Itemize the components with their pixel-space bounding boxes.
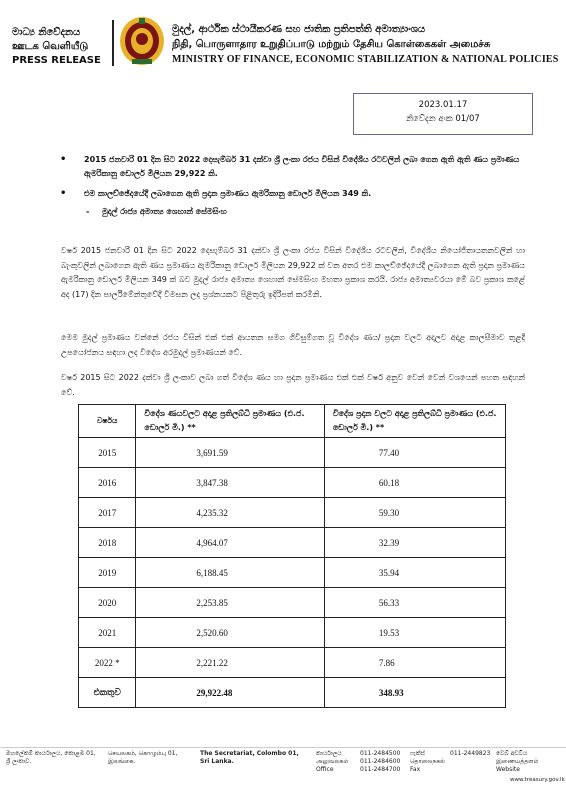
table-row <box>79 438 506 468</box>
body-paragraph: මෙම මුදල් ප්‍රමාණය වන්නේ රජය විසින් එක් එක් ආයතන සමග ගිවිසුම්ගත වූ විදේශ ණය/ ප්‍රදාන වලට අදාලව අදාළ කාලසීමාව තුළදී උපයෝජනය සඳහා ලද විදේශ අරමුදල් ප්‍රමාණයන් වේ. <box>61 333 525 357</box>
ministry-name-ta: நிதி, பொருளாதார உறுதிப்பாடு மற்றும் தேசிய கொள்கைகள் அமைச்சு <box>172 39 491 50</box>
bullet-item <box>60 153 524 181</box>
attribution-text: මුදල් රාජ්‍ය අමාත්‍ය ශෙහාන් සේමසිංහ <box>102 207 227 216</box>
footer-text: தொலைநகல் <box>410 758 446 765</box>
table-header-row <box>79 405 506 438</box>
footer-address-si <box>6 750 101 766</box>
footer-text: කාර්යාලය <box>316 750 342 757</box>
press-release-en: PRESS RELEASE <box>12 55 101 66</box>
loans-grants-table <box>78 404 506 708</box>
footer-text: இலங்கை. <box>108 758 136 765</box>
year-cell: 2016 <box>79 468 136 498</box>
footer-text: செயலகம், கொழும்பு 01, <box>108 750 178 757</box>
table-row <box>79 618 506 648</box>
grant-cell: 59.30 <box>324 498 505 528</box>
footer-text: The Secretariat, Colombo 01, <box>200 750 299 757</box>
year-cell: 2017 <box>79 498 136 528</box>
footer-website-label <box>496 750 539 774</box>
bullet-text: 2015 ජනවාරි 01 දින සිට 2022 දෙසැම්බර් 31 දක්වා ශ්‍රී ලංකා රජය විසින් විදේශීය රටවලින් ලබා ගෙන ඇති ඇති ණය ප්‍රමාණය ඇමරිකානු ඩොලර් මිලියන 29,922 කි. <box>84 155 520 178</box>
year-cell: 2019 <box>79 558 136 588</box>
table-row <box>79 588 506 618</box>
grant-cell: 77.40 <box>324 438 505 468</box>
year-cell: 2021 <box>79 618 136 648</box>
dash-icon: - <box>86 207 90 216</box>
footer-fax-number <box>450 750 494 758</box>
table-row <box>79 648 506 678</box>
loan-cell: 2,221.22 <box>136 648 324 678</box>
footer-text: Fax <box>410 766 421 773</box>
website-link[interactable]: www.treasury.gov.lk <box>510 777 565 783</box>
total-loan-cell: 29,922.48 <box>136 678 324 708</box>
total-grant-cell: 348.93 <box>324 678 505 708</box>
table-row <box>79 558 506 588</box>
footer-text: ශ්‍රී ලංකාව. <box>6 758 32 765</box>
grant-cell: 7.86 <box>324 648 505 678</box>
footer-text: Website <box>496 766 520 773</box>
loan-cell: 6,188.45 <box>136 558 324 588</box>
table-row <box>79 468 506 498</box>
footer-text: அலுவலகம் <box>316 758 349 765</box>
footer-office-phones <box>360 750 406 774</box>
press-release-label <box>12 26 112 68</box>
ministry-name-en: MINISTRY OF FINANCE, ECONOMIC STABILIZATION & NATIONAL POLICIES <box>172 54 559 65</box>
bullet-icon: • <box>60 188 67 199</box>
footer-text: 011-2484700 <box>360 766 401 773</box>
table-total-row <box>79 678 506 708</box>
body-paragraph: වර්ෂ 2015 ජනවාරි 01 දින සිට 2022 දෙසැම්බර් 31 දක්වා ශ්‍රී ලංකා රජය විසින් විදේශීය රටවලින්, විදේශීය නියෝජිතායතනවලින් හා බැංකුවලින් ලබාගෙන ඇති ණය ප්‍රමාණය ඇමරිකානු ඩොලර් මිලියන 29,922 ක් වන අතර එම කාලච්ඡේදයේදී ලබාගෙන ඇති ප්‍රදාන ප්‍රමාණය ඇමරිකානු ඩොලර් මිලියන 349 ක් බව මුදල් රාජ්‍ය අමාත්‍ය ශෙහාන් සේමසිංහ මහතා ප්‍රකාශ කරයි. රාජ්‍ය අමාත්‍යවරයා මේ බව ප්‍රකාශ කළේ අද (17) දින පාර්ලිමේන්තුවේදී විමසන ලද ප්‍රශ්නයකට පිළිතුරු ඉදිරිපත් කරමිනි. <box>61 246 525 299</box>
loan-cell: 2,520.60 <box>136 618 324 648</box>
footer-text: இணையத்தளம் <box>496 758 539 765</box>
footer-website-url[interactable] <box>510 776 564 784</box>
year-cell: 2022 * <box>79 648 136 678</box>
footer-address-en <box>200 750 300 766</box>
grant-cell: 60.18 <box>324 468 505 498</box>
table-row <box>79 528 506 558</box>
press-release-ta: ஊடக வெளியீடு <box>12 41 89 52</box>
footer-text: වෙබ් අඩවිය <box>496 750 528 757</box>
press-release-si: මාධ්‍ය නිවේදනය <box>12 27 81 38</box>
bullet-text: එම කාලච්ඡේදයේදී ලබාගෙන ඇති ප්‍රදාන ප්‍රමාණය ඇමරිකානු ඩොලර් මිලියන 349 කි. <box>84 189 372 198</box>
ministry-name <box>172 22 562 67</box>
footer-text: 011-2484500 <box>360 750 401 757</box>
grant-cell: 35.94 <box>324 558 505 588</box>
footer-address-ta <box>108 750 193 766</box>
year-cell: 2015 <box>79 438 136 468</box>
date-reference-box <box>353 93 533 135</box>
loan-cell: 4,235.32 <box>136 498 324 528</box>
grant-cell: 32.39 <box>324 528 505 558</box>
footer-text: Office <box>316 766 334 773</box>
bullet-icon: • <box>60 154 67 165</box>
attribution-item <box>86 205 502 219</box>
loan-cell: 3,847.38 <box>136 468 324 498</box>
national-emblem-icon <box>118 15 166 67</box>
release-date: 2023.01.17 <box>418 100 468 110</box>
footer-divider <box>0 747 566 748</box>
footer-text: 011-2484600 <box>360 758 401 765</box>
header-loans: විදේශ ණයවලට අදාළ ප්‍රතිලබ්ධි ප්‍රමාණය (එ.ජ. ඩොලර් මි.) ** <box>136 405 324 438</box>
footer-text: මහලේකම් කාර්යාලය, කොළඹ 01, <box>6 750 96 757</box>
loan-cell: 2,253.85 <box>136 588 324 618</box>
year-cell: 2020 <box>79 588 136 618</box>
release-reference: නිවේදන අංක 01/07 <box>406 114 480 124</box>
header-grants: විදේශ ප්‍රදාන වලට අදාළ ප්‍රතිලබ්ධි ප්‍රමාණය (එ.ජ. ඩොලර් මි.) ** <box>324 405 505 438</box>
body-paragraph: වර්ෂ 2015 සිට 2022 දක්වා ශ්‍රී ලංකාව ලබා ගත් විදේශ ණය හා ප්‍රදාන ප්‍රමාණය එක් එක් වර්ෂ අනුව වෙන් වෙන් වශයෙන් පහත සඳහන් වේ. <box>61 373 525 397</box>
total-label-cell: එකතුව <box>79 678 136 708</box>
loan-cell: 3,691.59 <box>136 438 324 468</box>
table-row <box>79 498 506 528</box>
footer-text: 011-2449823 <box>450 750 491 757</box>
footer-office-label <box>316 750 358 774</box>
footer-text: ෆැක්ස් <box>410 750 425 757</box>
bullet-item <box>60 187 524 201</box>
header-divider <box>112 20 114 66</box>
year-cell: 2018 <box>79 528 136 558</box>
footer-text: Sri Lanka. <box>200 758 234 765</box>
loan-cell: 4,964.07 <box>136 528 324 558</box>
ministry-name-si: මුදල්, ආර්ථික ස්ථායීකරණ සහ ජාතික ප්‍රතිපත්ති අමාත්‍යාංශය <box>172 24 426 35</box>
footer-fax-label <box>410 750 448 774</box>
grant-cell: 19.53 <box>324 618 505 648</box>
header-year: වර්ෂය <box>79 405 136 438</box>
grant-cell: 56.33 <box>324 588 505 618</box>
